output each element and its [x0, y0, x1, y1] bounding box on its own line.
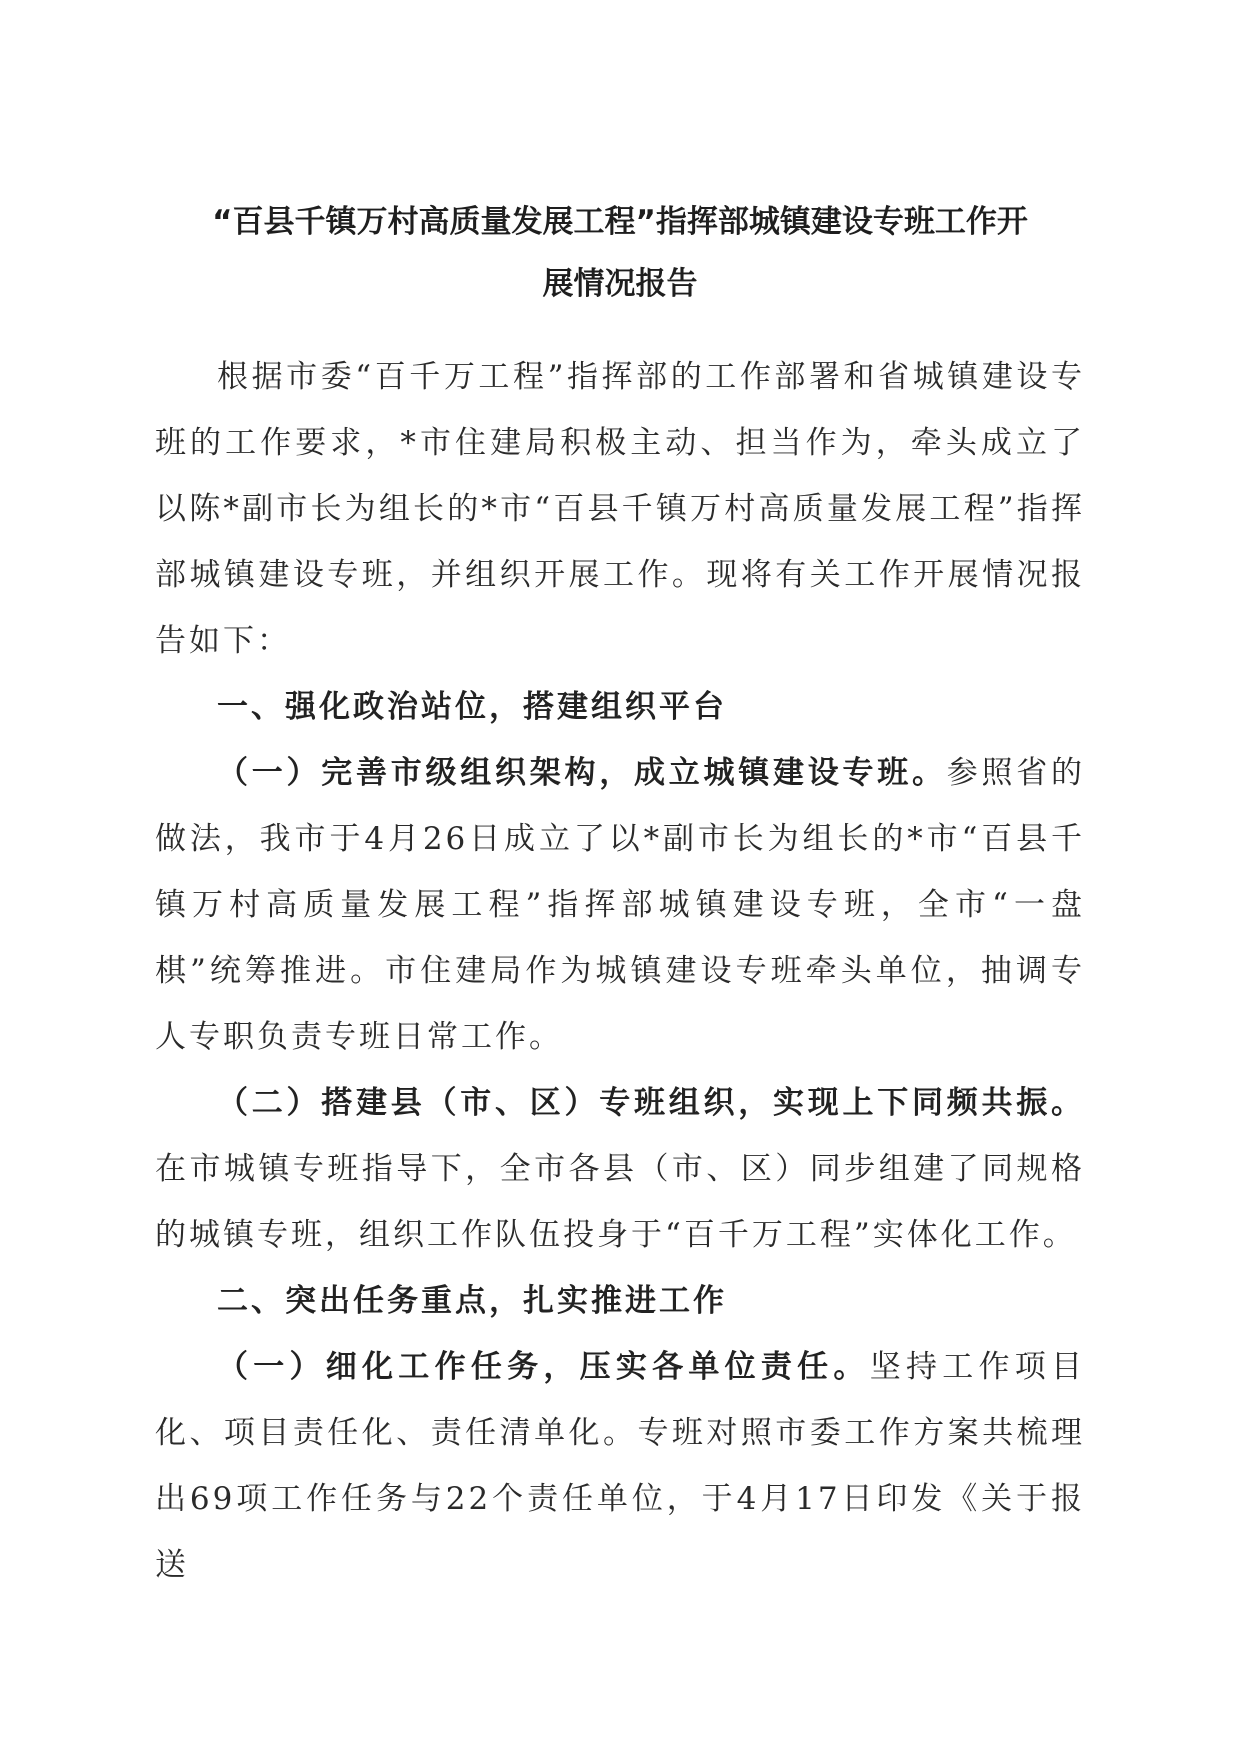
intro-paragraph: 根据市委“百千万工程”指挥部的工作部署和省城镇建设专班的工作要求，*市住建局积极主动、担当作为，牵头成立了以陈*副市长为组长的*市“百县千镇万村高质量发展工程”指挥部城镇建设专班，并组织开展工作。现将有关工作开展情况报告如下： [155, 359, 1085, 659]
section-1-item-1 [155, 740, 1085, 1070]
document-body [155, 344, 1085, 1598]
item-text: 在市城镇专班指导下，全市各县（市、区）同步组建了同规格的城镇专班，组织工作队伍投身于“百千万工程”实体化工作。 [155, 1151, 1085, 1253]
item-lead: （一）完善市级组织架构，成立城镇建设专班。 [217, 755, 947, 791]
section-2-heading: 二、突出任务重点，扎实推进工作 [217, 1283, 727, 1319]
document-title-line-1: “百县千镇万村高质量发展工程”指挥部城镇建设专班工作开 [212, 204, 1028, 240]
section-1-item-2 [155, 1070, 1085, 1268]
item-text: 坚持工作项目化、项目责任化、责任清单化。专班对照市委工作方案共梳理出69项工作任务与22个责任单位，于4月17日印发《关于报送 [155, 1349, 1086, 1583]
document-title-line-2: 展情况报告 [542, 266, 698, 302]
section-1-heading: 一、强化政治站位，搭建组织平台 [217, 689, 727, 725]
section-2-item-1 [155, 1334, 1085, 1598]
item-lead: （一）细化工作任务，压实各单位责任。 [217, 1349, 870, 1385]
item-lead: （二）搭建县（市、区）专班组织，实现上下同频共振。 [217, 1085, 1085, 1121]
item-text: 参照省的做法，我市于4月26日成立了以*副市长为组长的*市“百县千镇万村高质量发展工程”指挥部城镇建设专班，全市“一盘棋”统筹推进。市住建局作为城镇建设专班牵头单位，抽调专人专职负责专班日常工作。 [155, 755, 1085, 1055]
